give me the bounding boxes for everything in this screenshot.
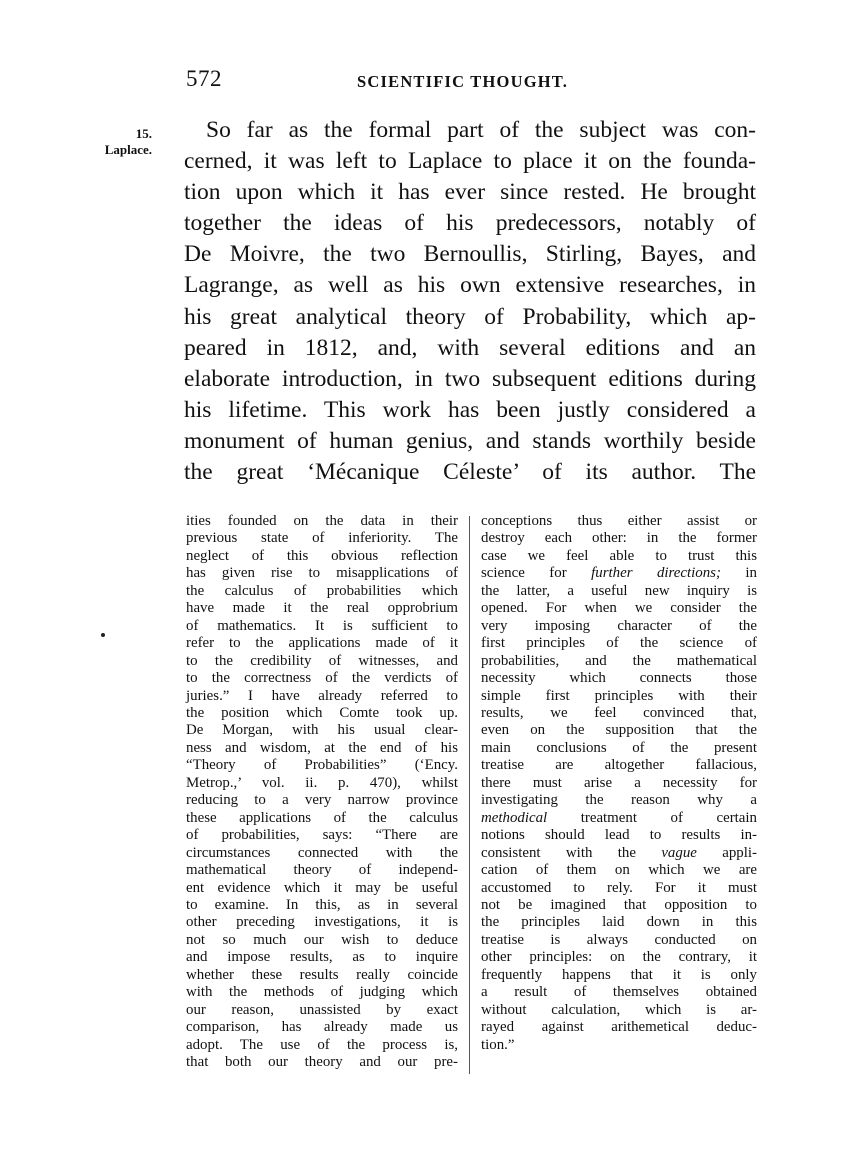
footnote-line: mathematical theory of independ-: [186, 862, 458, 879]
footnote-line: accustomed to rely. For it must: [481, 879, 757, 896]
footnote-line: the calculus of probabilities which: [186, 582, 458, 599]
text-line: together the ideas of his predecessors, notably of: [184, 210, 756, 237]
footnote-line: case we feel able to trust this: [481, 547, 757, 564]
footnote-line: results, we feel convinced that,: [481, 704, 757, 721]
italic-phrase: vague: [661, 844, 697, 861]
margin-note-label: Laplace.: [104, 142, 152, 157]
footnote-line: reducing to a very narrow province: [186, 792, 458, 809]
text-line: monument of human genius, and stands worthily beside: [184, 427, 756, 454]
footnote-line: cation of them on which we are: [481, 862, 757, 879]
text-line: tion upon which it has ever since rested. He brought: [184, 179, 756, 206]
footnote-line: ities founded on the data in their: [186, 513, 458, 529]
footnote-column-left: [186, 513, 458, 1072]
text-line: peared in 1812, and, with several editions and an: [184, 334, 756, 361]
footnote-line: other principles: on the contrary, it: [481, 949, 757, 966]
footnote-line: ness and wisdom, at the end of his: [186, 739, 458, 756]
footnote-line: methodical treatment of certain: [481, 809, 757, 826]
page-number: 572: [186, 66, 222, 91]
text-line: cerned, it was left to Laplace to place it on the founda-: [184, 148, 756, 175]
footnote-line: circumstances connected with the: [186, 844, 458, 861]
footnote-line: and impose results, as to inquire: [186, 949, 458, 966]
footnote-line: the principles laid down in this: [481, 914, 757, 931]
footnote-line: there must arise a necessity for: [481, 774, 757, 791]
footnote-line: investigating the reason why a: [481, 792, 757, 809]
footnote-line: science for further directions; in: [481, 565, 757, 582]
text-line: So far as the formal part of the subject was con-: [206, 117, 756, 143]
footnote-line: refer to the applications made of it: [186, 635, 458, 652]
footnote-line: notions should lead to results in-: [481, 827, 757, 844]
footnote-line: has given rise to misapplications of: [186, 565, 458, 582]
footnote-line: treatise are altogether fallacious,: [481, 757, 757, 774]
ink-speck: [101, 633, 105, 637]
text-line: Lagrange, as well as his own extensive researches, in: [184, 272, 756, 299]
text-line: his great analytical theory of Probability, which ap-: [184, 303, 756, 330]
footnote-line: frequently happens that it is only: [481, 966, 757, 983]
footnote-column-right: [481, 513, 757, 1054]
footnote-line: ent evidence which it may be useful: [186, 879, 458, 896]
footnote-line: tion.”: [481, 1036, 515, 1053]
footnote-line: consistent with the vague appli-: [481, 844, 757, 861]
footnote-line: without calculation, which is ar-: [481, 1001, 757, 1018]
footnote-line: a result of themselves obtained: [481, 984, 757, 1001]
footnote-line: whether these results really coincide: [186, 966, 458, 983]
footnote-line: necessity which connects those: [481, 670, 757, 687]
footnote-line: have made it the real opprobrium: [186, 600, 458, 617]
footnote-line: that both our theory and our pre-: [186, 1054, 458, 1071]
footnote-line: the latter, a useful new inquiry is: [481, 582, 757, 599]
footnote-line: “Theory of Probabilities” (‘Ency.: [186, 757, 458, 774]
footnote-line: main conclusions of the present: [481, 739, 757, 756]
footnote-line: Metrop.,’ vol. ii. p. 470), whilst: [186, 774, 458, 791]
footnote-line: first principles of the science of: [481, 635, 757, 652]
footnote-line: rayed against arithemetical deduc-: [481, 1019, 757, 1036]
footnote-line: very imposing character of the: [481, 617, 757, 634]
footnote-line: of probabilities, says: “There are: [186, 827, 458, 844]
margin-note-number: 15.: [135, 126, 152, 141]
text-line: De Moivre, the two Bernoullis, Stirling, Bayes, and: [184, 241, 756, 268]
footnote-line: De Morgan, with his usual clear-: [186, 722, 458, 739]
footnote-line: juries.” I have already referred to: [186, 687, 458, 704]
text-line: elaborate introduction, in two subsequent editions during: [184, 365, 756, 392]
footnote-line: our reason, unassisted by exact: [186, 1001, 458, 1018]
footnote-line: destroy each other: in the former: [481, 530, 757, 547]
footnote-line: to examine. In this, as in several: [186, 896, 458, 913]
footnote-line: neglect of this obvious reflection: [186, 547, 458, 564]
italic-phrase: further directions;: [591, 565, 721, 582]
running-title: SCIENTIFIC THOUGHT.: [357, 72, 569, 91]
footnote-line: simple first principles with their: [481, 687, 757, 704]
footnote-line: conceptions thus either assist or: [481, 513, 757, 529]
footnote-line: comparison, has already made us: [186, 1019, 458, 1036]
text-line: the great ‘Mécanique Céleste’ of its author. The: [184, 459, 756, 486]
italic-phrase: methodical: [481, 809, 548, 826]
footnote-line: previous state of inferiority. The: [186, 530, 458, 547]
footnote-line: the position which Comte took up.: [186, 704, 458, 721]
main-paragraph: [184, 115, 756, 488]
footnote-line: not be imagined that opposition to: [481, 896, 757, 913]
footnote-line: adopt. The use of the process is,: [186, 1036, 458, 1053]
column-divider: [469, 516, 470, 1074]
footnote-line: with the methods of judging which: [186, 984, 458, 1001]
footnote-line: other preceding investigations, it is: [186, 914, 458, 931]
footnote-line: of mathematics. It is sufficient to: [186, 617, 458, 634]
footnote-line: treatise is always conducted on: [481, 931, 757, 948]
margin-note: [60, 126, 152, 158]
footnote-line: probabilities, and the mathematical: [481, 652, 757, 669]
footnote-line: these applications of the calculus: [186, 809, 458, 826]
footnote-line: opened. For when we consider the: [481, 600, 757, 617]
footnote-line: not so much our wish to deduce: [186, 931, 458, 948]
footnote-line: to the credibility of witnesses, and: [186, 652, 458, 669]
footnote-line: even on the supposition that the: [481, 722, 757, 739]
text-line: his lifetime. This work has been justly considered a: [184, 396, 756, 423]
footnote-line: to the correctness of the verdicts of: [186, 670, 458, 687]
